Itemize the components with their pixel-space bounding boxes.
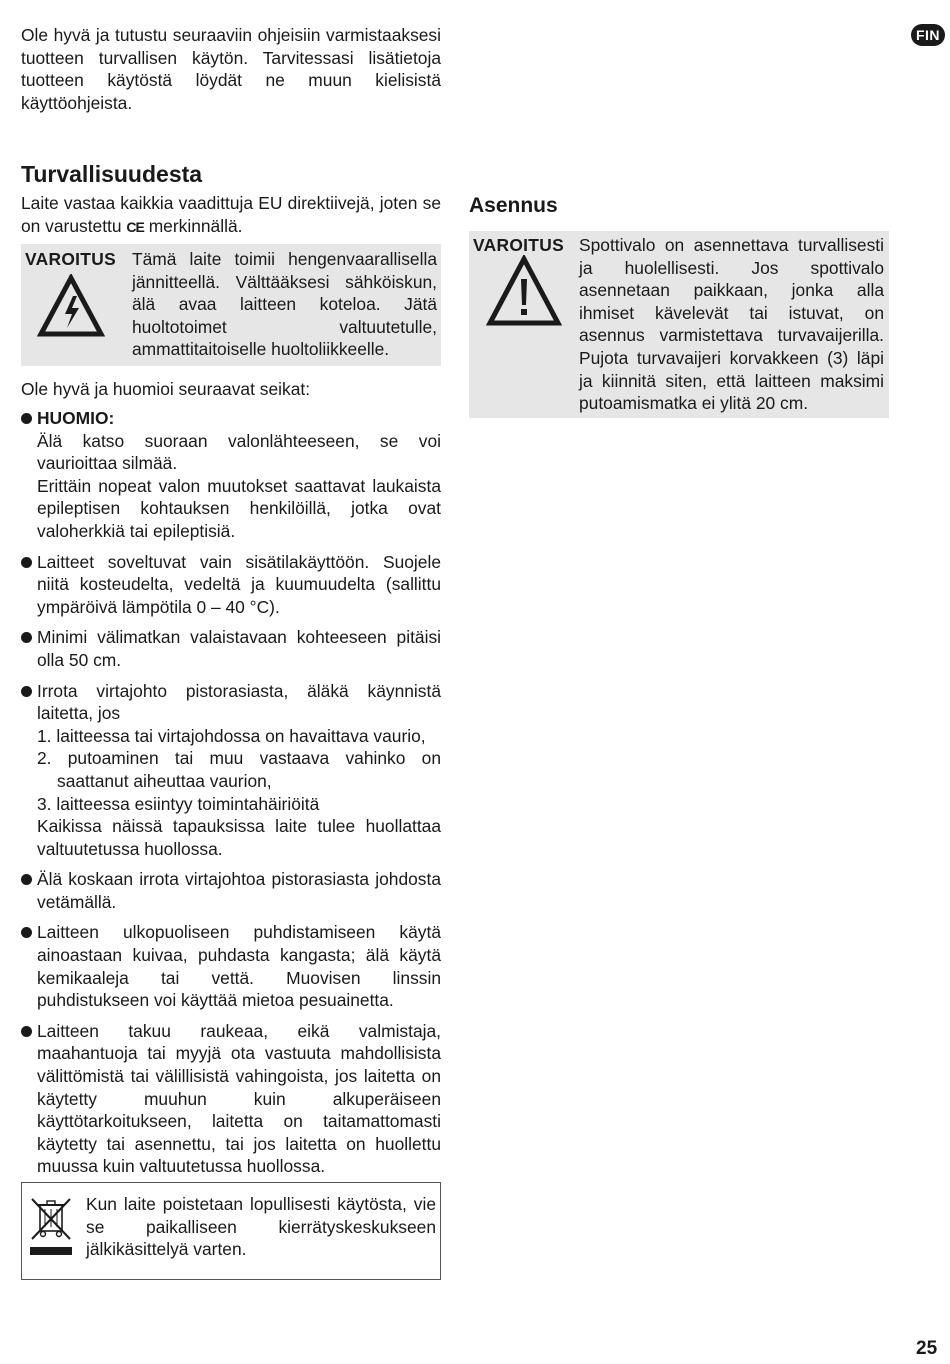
intro-paragraph: Ole hyvä ja tutustu seuraaviin ohjeisiin varmistaaksesi tuotteen turvallisen käytön. Tarvitessasi lisätietoja tuotteen käytöstä löydät ne muun kielisistä käyttöohjeista. bbox=[21, 25, 441, 113]
bullet-item bbox=[21, 407, 441, 543]
bullet-dot-icon bbox=[21, 874, 32, 885]
electric-warning-box bbox=[21, 244, 441, 366]
bullet-text: Irrota virtajohto pistorasiasta, äläkä käynnistä laitetta, jos bbox=[37, 680, 441, 724]
bullet-text: Erittäin nopeat valon muutokset saattavat laukaista epileptisen kohtauksen henkilöillä, jotka ovat valoherkkiä tai epileptisiä. bbox=[37, 475, 441, 541]
warning-text: Tämä laite toimii hengenvaarallisella jännitteellä. Välttääksesi sähköiskun, älä avaa laitteen koteloa. Jätä huoltotoimet valtuutetulle, ammattitaitoiselle huoltoliikkeelle. bbox=[132, 249, 437, 360]
warning-label: VAROITUS bbox=[25, 249, 116, 269]
bullet-item bbox=[21, 680, 441, 861]
warning-text: Spottivalo on asennettava turvallisesti ja huolellisesti. Jos spottivalo asennetaan paikkaan, jonka alla ihmiset kävelevät tai istuvat, on asennus varmistettava turvavaijerilla. Pujota turvavaijeri korvakkeen (3) läpi ja kiinnitä siten, että laitteen maksimi putoamismatka ei ylitä 20 cm. bbox=[579, 235, 884, 414]
safety-heading: Turvallisuudesta bbox=[21, 161, 203, 187]
bullet-text: Kaikissa näissä tapauksissa laite tulee huollattaa valtuutetussa huollossa. bbox=[37, 816, 441, 859]
bullet-text: Älä koskaan irrota virtajohtoa pistorasiasta johdosta vetämällä. bbox=[37, 869, 441, 912]
bullet-dot-icon bbox=[21, 413, 32, 424]
safety-bullet-list bbox=[21, 407, 441, 1186]
safety-intro-text: Laite vastaa kaikkia vaadittuja EU direktiivejä, joten se on varustettu bbox=[21, 193, 441, 236]
disposal-text: Kun laite poistetaan lopullisesti käytösta, vie se paikalliseen kierrätyskeskukseen jälkikäsittelyä varten. bbox=[86, 1194, 436, 1260]
bullet-item bbox=[21, 626, 441, 671]
installation-heading: Asennus bbox=[469, 194, 558, 217]
bullet-title: HUOMIO: bbox=[37, 408, 115, 428]
warning-label: VAROITUS bbox=[473, 235, 564, 255]
bullet-text: Laitteet soveltuvat vain sisätilakäyttöön. Suojele niitä kosteudelta, vedeltä ja kuumuudelta (sallittu ympäröivä lämpötila 0 – 40 °C). bbox=[37, 551, 441, 617]
notice-intro: Ole hyvä ja huomioi seuraavat seikat: bbox=[21, 379, 311, 399]
page-number: 25 bbox=[916, 1338, 938, 1359]
language-badge: FIN bbox=[911, 24, 945, 46]
general-warning-exclamation-icon bbox=[486, 255, 562, 333]
bullet-item bbox=[21, 551, 441, 619]
numbered-item: 2. putoaminen tai muu vastaava vahinko on saattanut aiheuttaa vaurion, bbox=[37, 748, 441, 791]
bullet-dot-icon bbox=[21, 557, 32, 568]
bullet-item bbox=[21, 868, 441, 913]
bullet-item bbox=[21, 1020, 441, 1178]
bullet-dot-icon bbox=[21, 927, 32, 938]
bullet-item bbox=[21, 921, 441, 1011]
crossed-out-wheelie-bin-icon bbox=[28, 1195, 74, 1261]
numbered-item: 1. laitteessa tai virtajohdossa on havaittava vaurio, bbox=[37, 725, 426, 746]
bullet-text: Laitteen ulkopuoliseen puhdistamiseen käytä ainoastaan kuivaa, puhdasta kangasta; älä käytä kemikaaleja tai vettä. Muovisen linssin puhdistukseen voi käyttää mietoa pesuainetta. bbox=[37, 922, 441, 1011]
disposal-notice-box bbox=[21, 1182, 441, 1280]
bullet-dot-icon bbox=[21, 1026, 32, 1037]
bullet-dot-icon bbox=[21, 686, 32, 697]
electric-shock-warning-icon bbox=[37, 274, 105, 344]
installation-warning-box bbox=[469, 231, 889, 418]
bullet-text: Älä katso suoraan valonlähteeseen, se voi vaurioittaa silmää. bbox=[37, 430, 441, 474]
bullet-text: Laitteen takuu raukeaa, eikä valmistaja, maahantuoja tai myyjä ota vastuuta mahdollisista välittömistä tai välillisistä vahingoista, jos laitetta on käytetty muuhun kuin alkuperäiseen käyttötarkoitukseen, laitetta on taitamattomasti käytetty tai asennettu, tai jos laitetta on huollettu muussa kuin valtuutetussa huollossa. bbox=[37, 1020, 441, 1177]
bullet-text: Minimi välimatkan valaistavaan kohteeseen pitäisi olla 50 cm. bbox=[37, 627, 441, 670]
safety-intro-text-end: merkinnällä. bbox=[148, 215, 243, 236]
bullet-dot-icon bbox=[21, 632, 32, 643]
numbered-item: 3. laitteessa esiintyy toimintahäiriöitä bbox=[37, 793, 320, 814]
safety-intro bbox=[21, 192, 441, 238]
ce-mark-icon: CE bbox=[126, 218, 144, 235]
